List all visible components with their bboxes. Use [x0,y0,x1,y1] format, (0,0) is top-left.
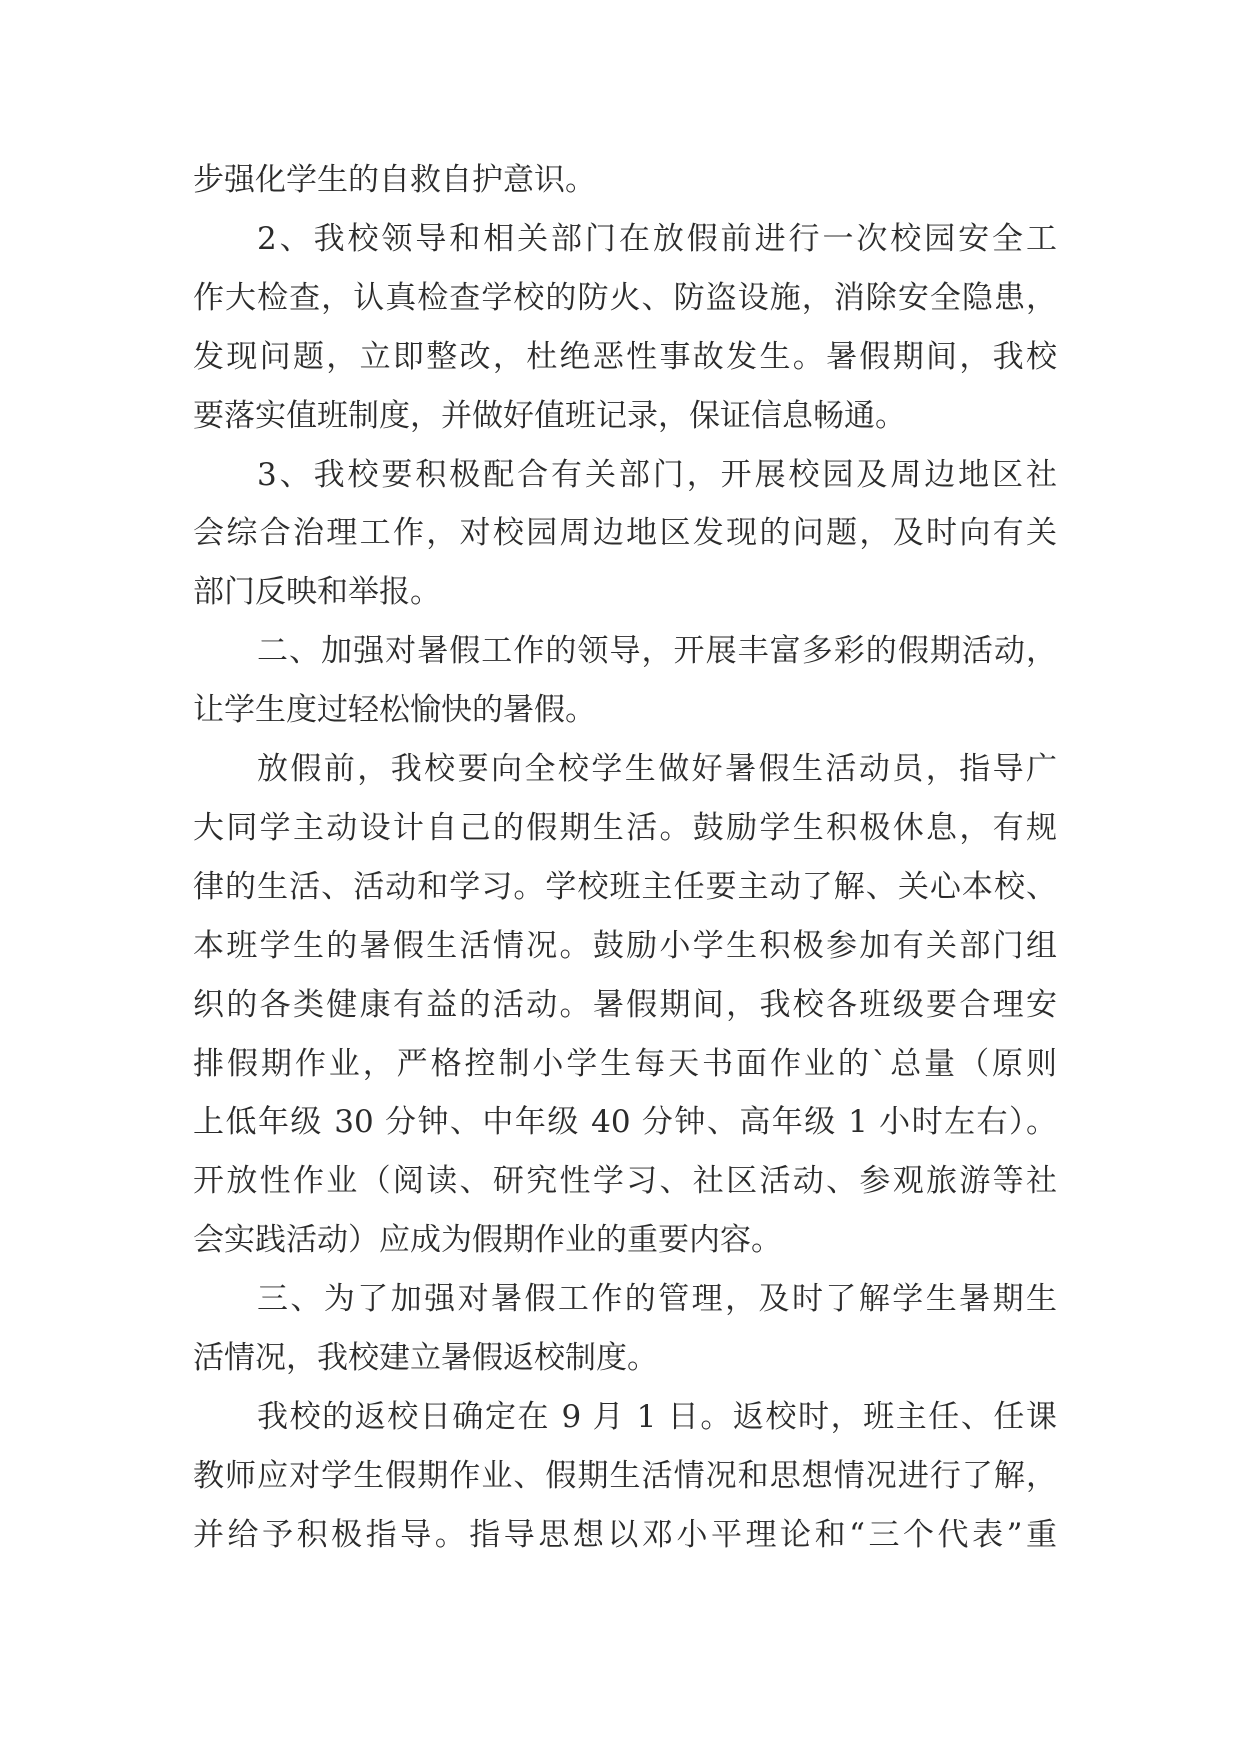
text-line: 发现问题，立即整改，杜绝恶性事故发生。暑假期间，我校 [193,339,1057,375]
text-line: 让学生度过轻松愉快的暑假。 [193,692,596,728]
text-line: 开放性作业（阅读、研究性学习、社区活动、参观旅游等社 [193,1163,1057,1199]
text-line: 步强化学生的自救自护意识。 [193,162,596,198]
text-line: 律的生活、活动和学习。学校班主任要主动了解、关心本校、 [193,869,1057,905]
text-line: 要落实值班制度，并做好值班记录，保证信息畅通。 [193,398,906,434]
text-line: 织的各类健康有益的活动。暑假期间，我校各班级要合理安 [193,987,1057,1023]
text-line: 部门反映和举报。 [193,574,441,610]
text-line: 会综合治理工作，对校园周边地区发现的问题，及时向有关 [193,515,1057,551]
paragraph-first-line: 我校的返校日确定在 9 月 1 日。返校时，班主任、任课 [257,1399,1057,1435]
paragraph-first-line: 2、我校领导和相关部门在放假前进行一次校园安全工 [257,221,1057,257]
text-line: 会实践活动）应成为假期作业的重要内容。 [193,1222,782,1258]
paragraph-first-line: 放假前，我校要向全校学生做好暑假生活动员，指导广 [257,751,1057,787]
text-line: 并给予积极指导。指导思想以邓小平理论和“三个代表”重 [193,1517,1057,1553]
text-line: 上低年级 30 分钟、中年级 40 分钟、高年级 1 小时左右）。 [193,1104,1057,1140]
text-line: 活情况，我校建立暑假返校制度。 [193,1340,658,1376]
text-line: 大同学主动设计自己的假期生活。鼓励学生积极休息，有规 [193,810,1057,846]
text-line: 教师应对学生假期作业、假期生活情况和思想情况进行了解， [193,1458,1057,1494]
text-line: 作大检查，认真检查学校的防火、防盗设施，消除安全隐患， [193,280,1057,316]
text-line: 本班学生的暑假生活情况。鼓励小学生积极参加有关部门组 [193,928,1057,964]
paragraph-first-line: 3、我校要积极配合有关部门，开展校园及周边地区社 [257,457,1057,493]
paragraph-first-line: 三、为了加强对暑假工作的管理，及时了解学生暑期生 [257,1281,1057,1317]
paragraph-first-line: 二、加强对暑假工作的领导，开展丰富多彩的假期活动， [257,633,1057,669]
text-line: 排假期作业，严格控制小学生每天书面作业的`总量（原则 [193,1046,1057,1082]
